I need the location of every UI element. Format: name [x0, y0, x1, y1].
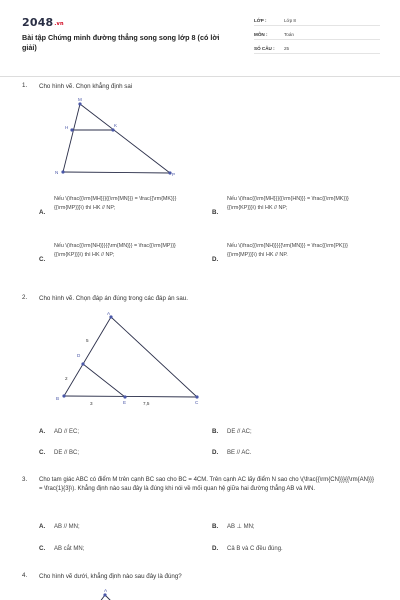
point-label: K [114, 123, 118, 128]
figure-triangle-mnp [50, 96, 180, 180]
segment-length-label: 7,5 [143, 401, 150, 406]
document-title: Bài tập Chứng minh đường thẳng song song lớp 8 (có lời giải) [22, 33, 220, 52]
meta-key: SỐ CÂU : [254, 46, 275, 51]
option-b-text[interactable]: AB ⊥ MN; [227, 524, 255, 530]
option-letter: B. [212, 428, 219, 435]
option-a-text[interactable]: Nếu \(\frac{{\rm{MH}}}{{\rm{MN}}} = \frac{{\rm{MK}}}{{\rm{MP}}}\) thì HK // NP; [54, 196, 177, 211]
point-label: N [55, 170, 59, 175]
option-a-text[interactable]: AD // EC; [54, 429, 80, 435]
meta-key: LỚP : [254, 18, 267, 23]
question-number: 4. [22, 572, 28, 579]
meta-row-subject [254, 29, 380, 40]
segment-length-label: 2 [65, 376, 68, 381]
option-letter: D. [212, 449, 219, 456]
option-a-text[interactable]: AB // MN; [54, 524, 80, 530]
option-letter: C. [39, 256, 46, 263]
option-d-text[interactable]: Cả B và C đều đúng. [227, 546, 283, 552]
meta-value: 25 [284, 46, 290, 51]
option-letter: D. [212, 545, 219, 552]
point-label: C [195, 400, 199, 405]
figure-triangle-abc [50, 310, 210, 410]
figure-question-4 [95, 585, 125, 600]
point-label: H [65, 125, 69, 130]
point-label: A [104, 588, 108, 593]
option-letter: C. [39, 449, 46, 456]
option-b-text[interactable]: DE // AC; [227, 429, 252, 435]
segment-length-label: 5 [86, 338, 89, 343]
option-b-text[interactable]: Nếu \(\frac{{\rm{MH}}}{{\rm{HN}}} = \frac{{\rm{MK}}}{{\rm{KP}}}\) thì HK // NP; [227, 196, 349, 211]
option-letter: A. [39, 209, 46, 216]
question-text: Cho hình vẽ. Chọn khẳng định sai [39, 83, 133, 90]
point-label: M [78, 97, 82, 102]
meta-row-grade [254, 15, 380, 26]
option-letter: A. [39, 428, 46, 435]
option-letter: B. [212, 209, 219, 216]
point-label: D [77, 353, 81, 358]
point-label: B [56, 396, 60, 401]
option-d-text[interactable]: BE // AC. [227, 450, 252, 456]
document-header [0, 0, 400, 78]
logo-text: 2048 [22, 16, 54, 29]
question-number: 3. [22, 476, 28, 483]
option-letter: C. [39, 545, 46, 552]
meta-row-count [254, 43, 380, 54]
question-text: Cho hình vẽ dưới, khẳng định nào sau đây là đúng? [39, 573, 182, 580]
point-label: E [123, 400, 127, 405]
option-letter: B. [212, 523, 219, 530]
point-label: A [107, 311, 111, 316]
meta-value: Lớp 8 [284, 18, 296, 23]
question-text: Cho hình vẽ. Chọn đáp án đúng trong các đáp án sau. [39, 295, 188, 302]
question-number: 2. [22, 294, 28, 301]
option-d-text[interactable]: Nếu \(\frac{{\rm{NH}}}{{\rm{MN}}} = \frac{{\rm{PK}}}{{\rm{MP}}}\) thì HK // NP. [227, 243, 348, 258]
meta-key: MÔN : [254, 32, 268, 37]
question-number: 1. [22, 82, 28, 89]
option-c-text[interactable]: DE // BC; [54, 450, 80, 456]
site-logo[interactable] [22, 16, 64, 29]
meta-value: Toán [284, 32, 294, 37]
header-divider [0, 76, 400, 77]
segment-length-label: 3 [90, 401, 93, 406]
option-letter: D. [212, 256, 219, 263]
point-label: P [172, 172, 176, 177]
option-c-text[interactable]: Nếu \(\frac{{\rm{NH}}}{{\rm{MN}}} = \frac{{\rm{MP}}}{{\rm{KP}}}\) thì HK // NP; [54, 243, 176, 258]
logo-tld: .vn [54, 21, 64, 27]
option-letter: A. [39, 523, 46, 530]
question-text: Cho tam giác ABC có điểm M trên cạnh BC sao cho BC = 4CM. Trên cạnh AC lấy điểm N sao cho \(\frac{{\rm{CN}}}{{\rm{AN}}} = \frac{1}{3}\). Khẳng định nào sau đây là đúng khi nói về mối quan hệ giữa hai đường thẳng AB và MN. [39, 477, 374, 493]
option-c-text[interactable]: AB cắt MN; [54, 546, 85, 552]
